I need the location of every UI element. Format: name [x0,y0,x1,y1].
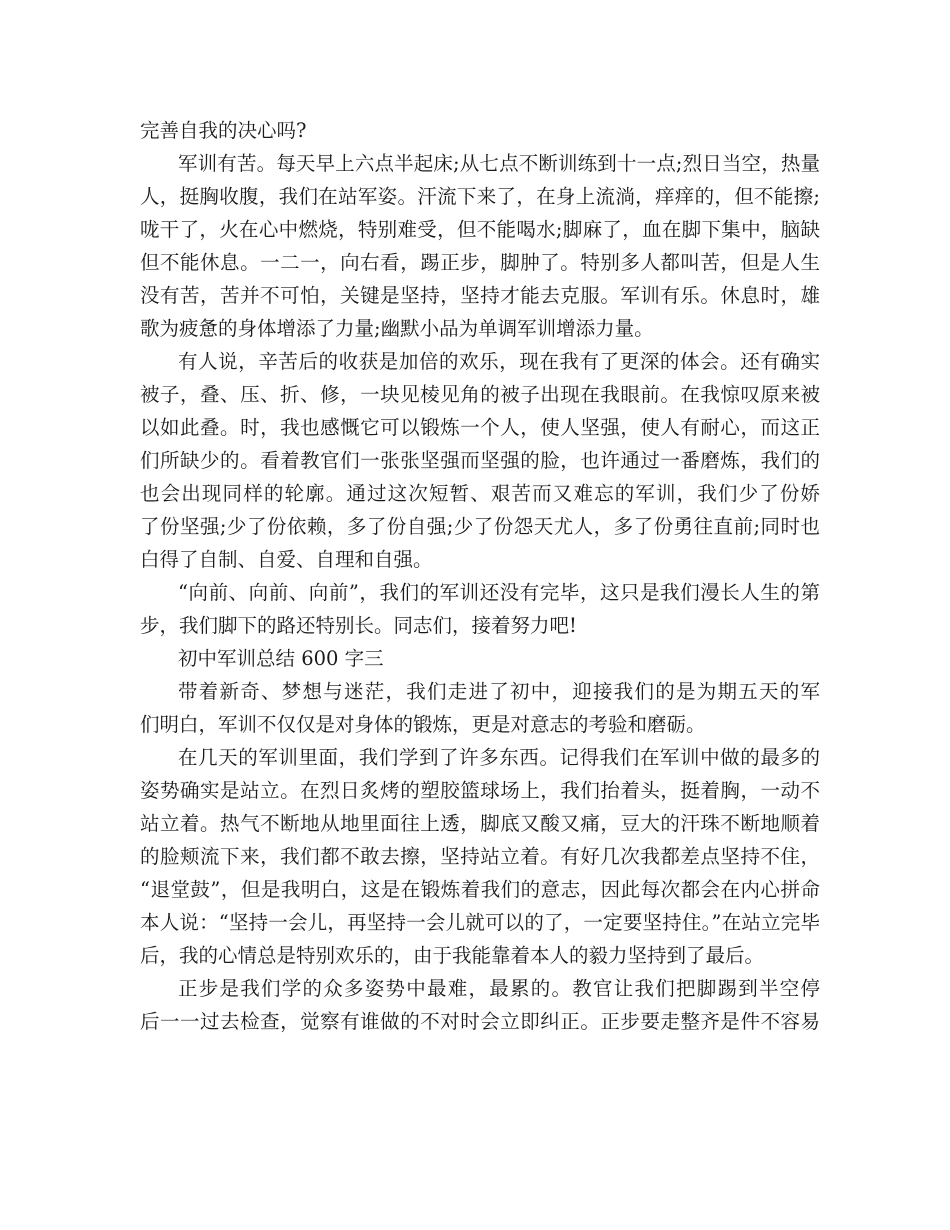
text-line: 歌为疲惫的身体增添了力量;幽默小品为单调军训增添力量。 [140,317,654,340]
text-line: 们明白，军训不仅仅是对身体的锻炼，更是对意志的考验和磨砺。 [140,713,706,736]
text-line: 后，我的心情总是特别欢乐的，由于我能靠着本人的毅力坚持到了最后。 [140,944,765,967]
text-line: 步，我们脚下的路还特别长。同志们，接着努力吧! [140,614,577,637]
text-line: 在几天的军训里面，我们学到了许多东西。记得我们在军训中做的最多的 [178,746,820,769]
text-line: 站立着。热气不断地从地里面往上透，脚底又酸又痛，豆大的汗珠不断地顺着 [140,812,820,835]
text-line: 白得了自制、自爱、自理和自强。 [140,548,433,571]
text-line: 有人说，辛苦后的收获是加倍的欢乐，现在我有了更深的体会。还有确实 [178,350,820,373]
text-line: 咙干了，火在心中燃烧，特别难受，但不能喝水;脚麻了，血在脚下集中，脑缺 [140,218,820,241]
section-heading: 初中军训总结 600 字三 [178,647,384,670]
text-line: 军训有苦。每天早上六点半起床;从七点不断训练到十一点;烈日当空，热量 [178,152,820,175]
text-line: 带着新奇、梦想与迷茫，我们走进了初中，迎接我们的是为期五天的军 [178,680,820,703]
text-line: 后一一过去检查，觉察有谁做的不对时会立即纠正。正步要走整齐是件不容易 [140,1010,820,1033]
text-line: 们所缺少的。看着教官们一张张坚强而坚强的脸，也许通过一番磨炼，我们的 [140,449,820,472]
text-line: 姿势确实是站立。在烈日炙烤的塑胶篮球场上，我们抬着头，挺着胸，一动不 [140,779,820,802]
text-line: 了份坚强;少了份依赖，多了份自强;少了份怨天尤人，多了份勇往直前;同时也 [140,515,820,538]
text-line: 但不能休息。一二一，向右看，踢正步，脚肿了。特别多人都叫苦，但是人生 [140,251,820,274]
text-line: “退堂鼓”，但是我明白，这是在锻炼着我们的意志，因此每次都会在内心拼命 [140,878,820,901]
text-line: 人，挺胸收腹，我们在站军姿。汗流下来了，在身上流淌，痒痒的，但不能擦; [140,185,820,208]
text-line: 被子，叠、压、折、修，一块见棱见角的被子出现在我眼前。在我惊叹原来被 [140,383,820,406]
text-line: 的脸颊流下来，我们都不敢去擦，坚持站立着。有好几次我都差点坚持不住， [140,845,820,868]
text-line: 以如此叠。时，我也感慨它可以锻炼一个人，使人坚强，使人有耐心，而这正 [140,416,820,439]
text-line: 也会出现同样的轮廓。通过这次短暂、艰苦而又难忘的军训，我们少了份娇 [140,482,820,505]
text-line: 没有苦，苦并不可怕，关键是坚持，坚持才能去克服。军训有乐。休息时，雄 [140,284,820,307]
text-line: 正步是我们学的众多姿势中最难，最累的。教官让我们把脚踢到半空停 [178,977,820,1000]
text-line: 完善自我的决心吗? [140,119,307,142]
text-line: 本人说：“坚持一会儿，再坚持一会儿就可以的了，一定要坚持住。”在站立完毕 [140,911,820,934]
text-line: “向前、向前、向前”，我们的军训还没有完毕，这只是我们漫长人生的第 [178,581,820,604]
document-body [140,114,820,1038]
